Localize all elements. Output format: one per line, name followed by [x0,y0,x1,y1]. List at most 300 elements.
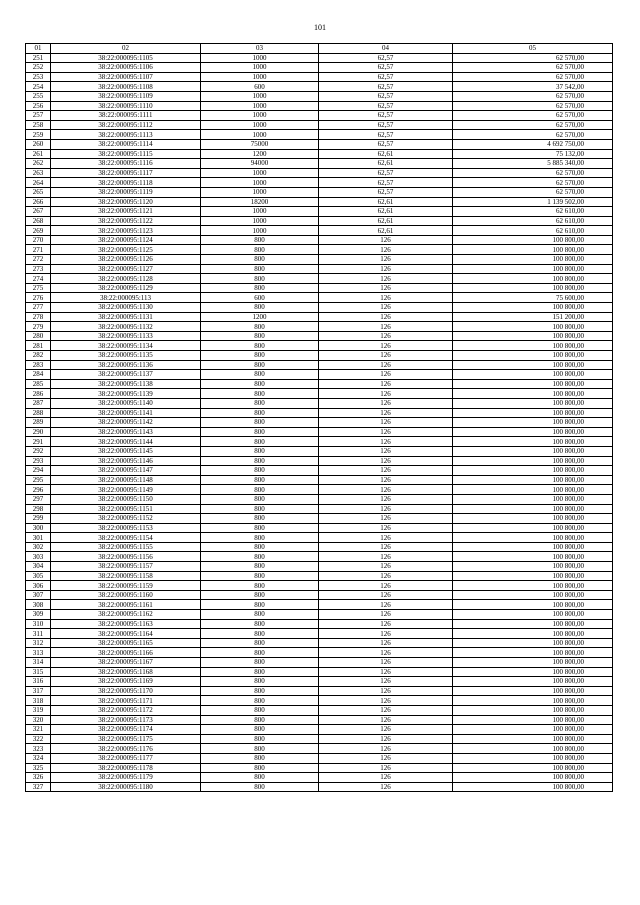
total-value: 100 800,00 [453,437,613,447]
area: 800 [201,542,319,552]
cadastral-number: 38:22:000095:1166 [51,648,201,658]
table-row [26,677,613,687]
area: 800 [201,360,319,370]
area: 800 [201,705,319,715]
unit-value: 126 [319,610,453,620]
table-row [26,389,613,399]
area: 800 [201,437,319,447]
cadastral-number: 38:22:000095:1122 [51,216,201,226]
row-number: 266 [26,197,51,207]
total-value: 100 800,00 [453,667,613,677]
row-number: 308 [26,600,51,610]
cadastral-number: 38:22:000095:1168 [51,667,201,677]
row-number: 279 [26,322,51,332]
row-number: 313 [26,648,51,658]
area: 1000 [201,216,319,226]
row-number: 302 [26,542,51,552]
cadastral-number: 38:22:000095:1141 [51,408,201,418]
unit-value: 126 [319,533,453,543]
area: 800 [201,235,319,245]
area: 800 [201,504,319,514]
table-row [26,523,613,533]
unit-value: 126 [319,715,453,725]
unit-value: 126 [319,734,453,744]
cadastral-number: 38:22:000095:1119 [51,187,201,197]
unit-value: 126 [319,562,453,572]
table-row [26,360,613,370]
total-value: 100 800,00 [453,610,613,620]
unit-value: 126 [319,437,453,447]
unit-value: 126 [319,590,453,600]
cadastral-number: 38:22:000095:1176 [51,744,201,754]
total-value: 1 139 502,00 [453,197,613,207]
table-row [26,782,613,792]
row-number: 261 [26,149,51,159]
cadastral-number: 38:22:000095:1135 [51,351,201,361]
cadastral-number: 38:22:000095:1178 [51,763,201,773]
unit-value: 126 [319,379,453,389]
unit-value: 126 [319,341,453,351]
unit-value: 126 [319,245,453,255]
total-value: 100 800,00 [453,370,613,380]
table-row [26,427,613,437]
column-header-04: 04 [319,44,453,54]
unit-value: 126 [319,475,453,485]
table-row [26,408,613,418]
table-row [26,53,613,63]
unit-value: 126 [319,629,453,639]
row-number: 301 [26,533,51,543]
unit-value: 126 [319,235,453,245]
area: 800 [201,686,319,696]
unit-value: 126 [319,667,453,677]
total-value: 4 692 750,00 [453,139,613,149]
cadastral-number: 38:22:000095:1105 [51,53,201,63]
table-row [26,581,613,591]
unit-value: 126 [319,696,453,706]
row-number: 298 [26,504,51,514]
area: 800 [201,523,319,533]
page-number: 101 [314,23,326,32]
row-number: 273 [26,264,51,274]
unit-value: 126 [319,293,453,303]
area: 800 [201,610,319,620]
area: 1200 [201,312,319,322]
table-row [26,331,613,341]
cadastral-number: 38:22:000095:1126 [51,255,201,265]
total-value: 100 800,00 [453,379,613,389]
row-number: 275 [26,283,51,293]
cadastral-number: 38:22:000095:1155 [51,542,201,552]
cadastral-number: 38:22:000095:1125 [51,245,201,255]
row-number: 320 [26,715,51,725]
table-row [26,753,613,763]
row-number: 264 [26,178,51,188]
area: 800 [201,677,319,687]
row-number: 252 [26,63,51,73]
unit-value: 126 [319,264,453,274]
cadastral-number: 38:22:000095:1144 [51,437,201,447]
cadastral-number: 38:22:000095:1106 [51,63,201,73]
cadastral-number: 38:22:000095:1177 [51,753,201,763]
row-number: 271 [26,245,51,255]
total-value: 62 570,00 [453,130,613,140]
register-table [25,43,613,792]
table-row [26,255,613,265]
total-value: 100 800,00 [453,408,613,418]
row-number: 287 [26,398,51,408]
table-row [26,734,613,744]
area: 800 [201,715,319,725]
area: 1000 [201,101,319,111]
row-number: 296 [26,485,51,495]
area: 800 [201,763,319,773]
unit-value: 62,57 [319,63,453,73]
table-row [26,293,613,303]
unit-value: 126 [319,303,453,313]
table-row [26,120,613,130]
cadastral-number: 38:22:000095:1110 [51,101,201,111]
unit-value: 126 [319,648,453,658]
unit-value: 126 [319,744,453,754]
table-row [26,72,613,82]
cadastral-number: 38:22:000095:1148 [51,475,201,485]
row-number: 299 [26,514,51,524]
area: 800 [201,274,319,284]
row-number: 278 [26,312,51,322]
cadastral-number: 38:22:000095:1153 [51,523,201,533]
unit-value: 126 [319,782,453,792]
unit-value: 126 [319,360,453,370]
area: 800 [201,418,319,428]
table-row [26,63,613,73]
total-value: 100 800,00 [453,283,613,293]
row-number: 281 [26,341,51,351]
total-value: 37 542,00 [453,82,613,92]
area: 75000 [201,139,319,149]
area: 800 [201,782,319,792]
cadastral-number: 38:22:000095:1158 [51,571,201,581]
area: 800 [201,619,319,629]
unit-value: 126 [319,389,453,399]
unit-value: 126 [319,773,453,783]
total-value: 100 800,00 [453,600,613,610]
total-value: 100 800,00 [453,446,613,456]
total-value: 62 570,00 [453,72,613,82]
row-number: 327 [26,782,51,792]
total-value: 100 800,00 [453,638,613,648]
row-number: 286 [26,389,51,399]
table-row [26,638,613,648]
unit-value: 126 [319,542,453,552]
cadastral-number: 38:22:000095:1156 [51,552,201,562]
total-value: 100 800,00 [453,581,613,591]
total-value: 100 800,00 [453,629,613,639]
unit-value: 126 [319,427,453,437]
row-number: 311 [26,629,51,639]
cadastral-number: 38:22:000095:1117 [51,168,201,178]
table-row [26,226,613,236]
total-value: 100 800,00 [453,322,613,332]
area: 800 [201,398,319,408]
table-row [26,562,613,572]
total-value: 62 570,00 [453,120,613,130]
row-number: 315 [26,667,51,677]
area: 1000 [201,168,319,178]
total-value: 100 800,00 [453,341,613,351]
cadastral-number: 38:22:000095:1169 [51,677,201,687]
cadastral-number: 38:22:000095:1171 [51,696,201,706]
unit-value: 126 [319,494,453,504]
cadastral-number: 38:22:000095:1140 [51,398,201,408]
table-row [26,542,613,552]
area: 800 [201,725,319,735]
row-number: 263 [26,168,51,178]
cadastral-number: 38:22:000095:1174 [51,725,201,735]
area: 800 [201,773,319,783]
cadastral-number: 38:22:000095:1139 [51,389,201,399]
table-row [26,418,613,428]
row-number: 307 [26,590,51,600]
unit-value: 62,57 [319,53,453,63]
total-value: 75 600,00 [453,293,613,303]
unit-value: 126 [319,552,453,562]
table-row [26,456,613,466]
cadastral-number: 38:22:000095:1154 [51,533,201,543]
row-number: 310 [26,619,51,629]
row-number: 326 [26,773,51,783]
area: 1000 [201,53,319,63]
cadastral-number: 38:22:000095:1175 [51,734,201,744]
row-number: 288 [26,408,51,418]
table-row [26,283,613,293]
unit-value: 126 [319,514,453,524]
row-number: 325 [26,763,51,773]
cadastral-number: 38:22:000095:1108 [51,82,201,92]
cadastral-number: 38:22:000095:1160 [51,590,201,600]
unit-value: 126 [319,456,453,466]
total-value: 5 885 340,00 [453,159,613,169]
total-value: 62 570,00 [453,63,613,73]
table-row [26,178,613,188]
total-value: 100 800,00 [453,418,613,428]
row-number: 318 [26,696,51,706]
row-number: 259 [26,130,51,140]
area: 800 [201,408,319,418]
table-row [26,648,613,658]
table-row [26,187,613,197]
unit-value: 126 [319,725,453,735]
total-value: 62 570,00 [453,91,613,101]
total-value: 100 800,00 [453,763,613,773]
total-value: 62 610,00 [453,207,613,217]
unit-value: 126 [319,446,453,456]
total-value: 62 570,00 [453,53,613,63]
row-number: 297 [26,494,51,504]
row-number: 324 [26,753,51,763]
area: 1000 [201,226,319,236]
cadastral-number: 38:22:000095:1114 [51,139,201,149]
unit-value: 62,57 [319,82,453,92]
table-row [26,101,613,111]
row-number: 300 [26,523,51,533]
unit-value: 62,57 [319,168,453,178]
area: 800 [201,446,319,456]
total-value: 100 800,00 [453,514,613,524]
row-number: 289 [26,418,51,428]
table-row [26,725,613,735]
cadastral-number: 38:22:000095:113 [51,293,201,303]
area: 800 [201,696,319,706]
table-row [26,370,613,380]
total-value: 100 800,00 [453,245,613,255]
total-value: 62 610,00 [453,226,613,236]
row-number: 283 [26,360,51,370]
total-value: 100 800,00 [453,542,613,552]
unit-value: 126 [319,600,453,610]
unit-value: 126 [319,686,453,696]
cadastral-number: 38:22:000095:1161 [51,600,201,610]
column-header-01: 01 [26,44,51,54]
area: 800 [201,552,319,562]
cadastral-number: 38:22:000095:1146 [51,456,201,466]
table-row [26,341,613,351]
table-row [26,398,613,408]
unit-value: 126 [319,255,453,265]
cadastral-number: 38:22:000095:1165 [51,638,201,648]
row-number: 277 [26,303,51,313]
table-row [26,744,613,754]
table-row [26,494,613,504]
total-value: 100 800,00 [453,255,613,265]
area: 800 [201,600,319,610]
cadastral-number: 38:22:000095:1120 [51,197,201,207]
total-value: 100 800,00 [453,619,613,629]
unit-value: 62,57 [319,139,453,149]
total-value: 100 800,00 [453,734,613,744]
unit-value: 62,61 [319,207,453,217]
table-row [26,715,613,725]
total-value: 100 800,00 [453,274,613,284]
total-value: 100 800,00 [453,456,613,466]
unit-value: 62,57 [319,111,453,121]
total-value: 100 800,00 [453,590,613,600]
area: 800 [201,245,319,255]
row-number: 285 [26,379,51,389]
row-number: 322 [26,734,51,744]
row-number: 262 [26,159,51,169]
cadastral-number: 38:22:000095:1113 [51,130,201,140]
table-row [26,696,613,706]
area: 1200 [201,149,319,159]
row-number: 265 [26,187,51,197]
row-number: 312 [26,638,51,648]
row-number: 294 [26,466,51,476]
total-value: 100 800,00 [453,264,613,274]
cadastral-number: 38:22:000095:1132 [51,322,201,332]
cadastral-number: 38:22:000095:1134 [51,341,201,351]
total-value: 100 800,00 [453,782,613,792]
cadastral-number: 38:22:000095:1109 [51,91,201,101]
area: 94000 [201,159,319,169]
table-body [26,53,613,792]
area: 800 [201,753,319,763]
table-row [26,322,613,332]
row-number: 256 [26,101,51,111]
total-value: 75 132,00 [453,149,613,159]
row-number: 260 [26,139,51,149]
row-number: 314 [26,658,51,668]
column-header-05: 05 [453,44,613,54]
row-number: 267 [26,207,51,217]
area: 800 [201,351,319,361]
table-row [26,351,613,361]
row-number: 316 [26,677,51,687]
cadastral-number: 38:22:000095:1172 [51,705,201,715]
area: 800 [201,370,319,380]
table-row [26,111,613,121]
table-row [26,216,613,226]
table-row [26,610,613,620]
area: 1000 [201,207,319,217]
total-value: 100 800,00 [453,389,613,399]
cadastral-number: 38:22:000095:1111 [51,111,201,121]
unit-value: 126 [319,351,453,361]
table-row [26,571,613,581]
cadastral-number: 38:22:000095:1142 [51,418,201,428]
cadastral-number: 38:22:000095:1138 [51,379,201,389]
unit-value: 126 [319,274,453,284]
row-number: 291 [26,437,51,447]
total-value: 62 570,00 [453,178,613,188]
total-value: 100 800,00 [453,648,613,658]
row-number: 290 [26,427,51,437]
unit-value: 62,61 [319,226,453,236]
area: 800 [201,658,319,668]
row-number: 306 [26,581,51,591]
row-number: 253 [26,72,51,82]
total-value: 100 800,00 [453,331,613,341]
row-number: 282 [26,351,51,361]
unit-value: 62,57 [319,72,453,82]
total-value: 100 800,00 [453,427,613,437]
row-number: 257 [26,111,51,121]
unit-value: 126 [319,331,453,341]
cadastral-number: 38:22:000095:1116 [51,159,201,169]
total-value: 100 800,00 [453,552,613,562]
table-row [26,264,613,274]
table-row [26,130,613,140]
table-row [26,504,613,514]
total-value: 100 800,00 [453,494,613,504]
table-row [26,197,613,207]
area: 800 [201,466,319,476]
cadastral-number: 38:22:000095:1131 [51,312,201,322]
row-number: 268 [26,216,51,226]
cadastral-number: 38:22:000095:1147 [51,466,201,476]
area: 600 [201,293,319,303]
unit-value: 126 [319,283,453,293]
row-number: 272 [26,255,51,265]
total-value: 100 800,00 [453,571,613,581]
total-value: 100 800,00 [453,696,613,706]
unit-value: 126 [319,523,453,533]
table-row [26,207,613,217]
cadastral-number: 38:22:000095:1137 [51,370,201,380]
row-number: 255 [26,91,51,101]
unit-value: 126 [319,763,453,773]
area: 800 [201,303,319,313]
